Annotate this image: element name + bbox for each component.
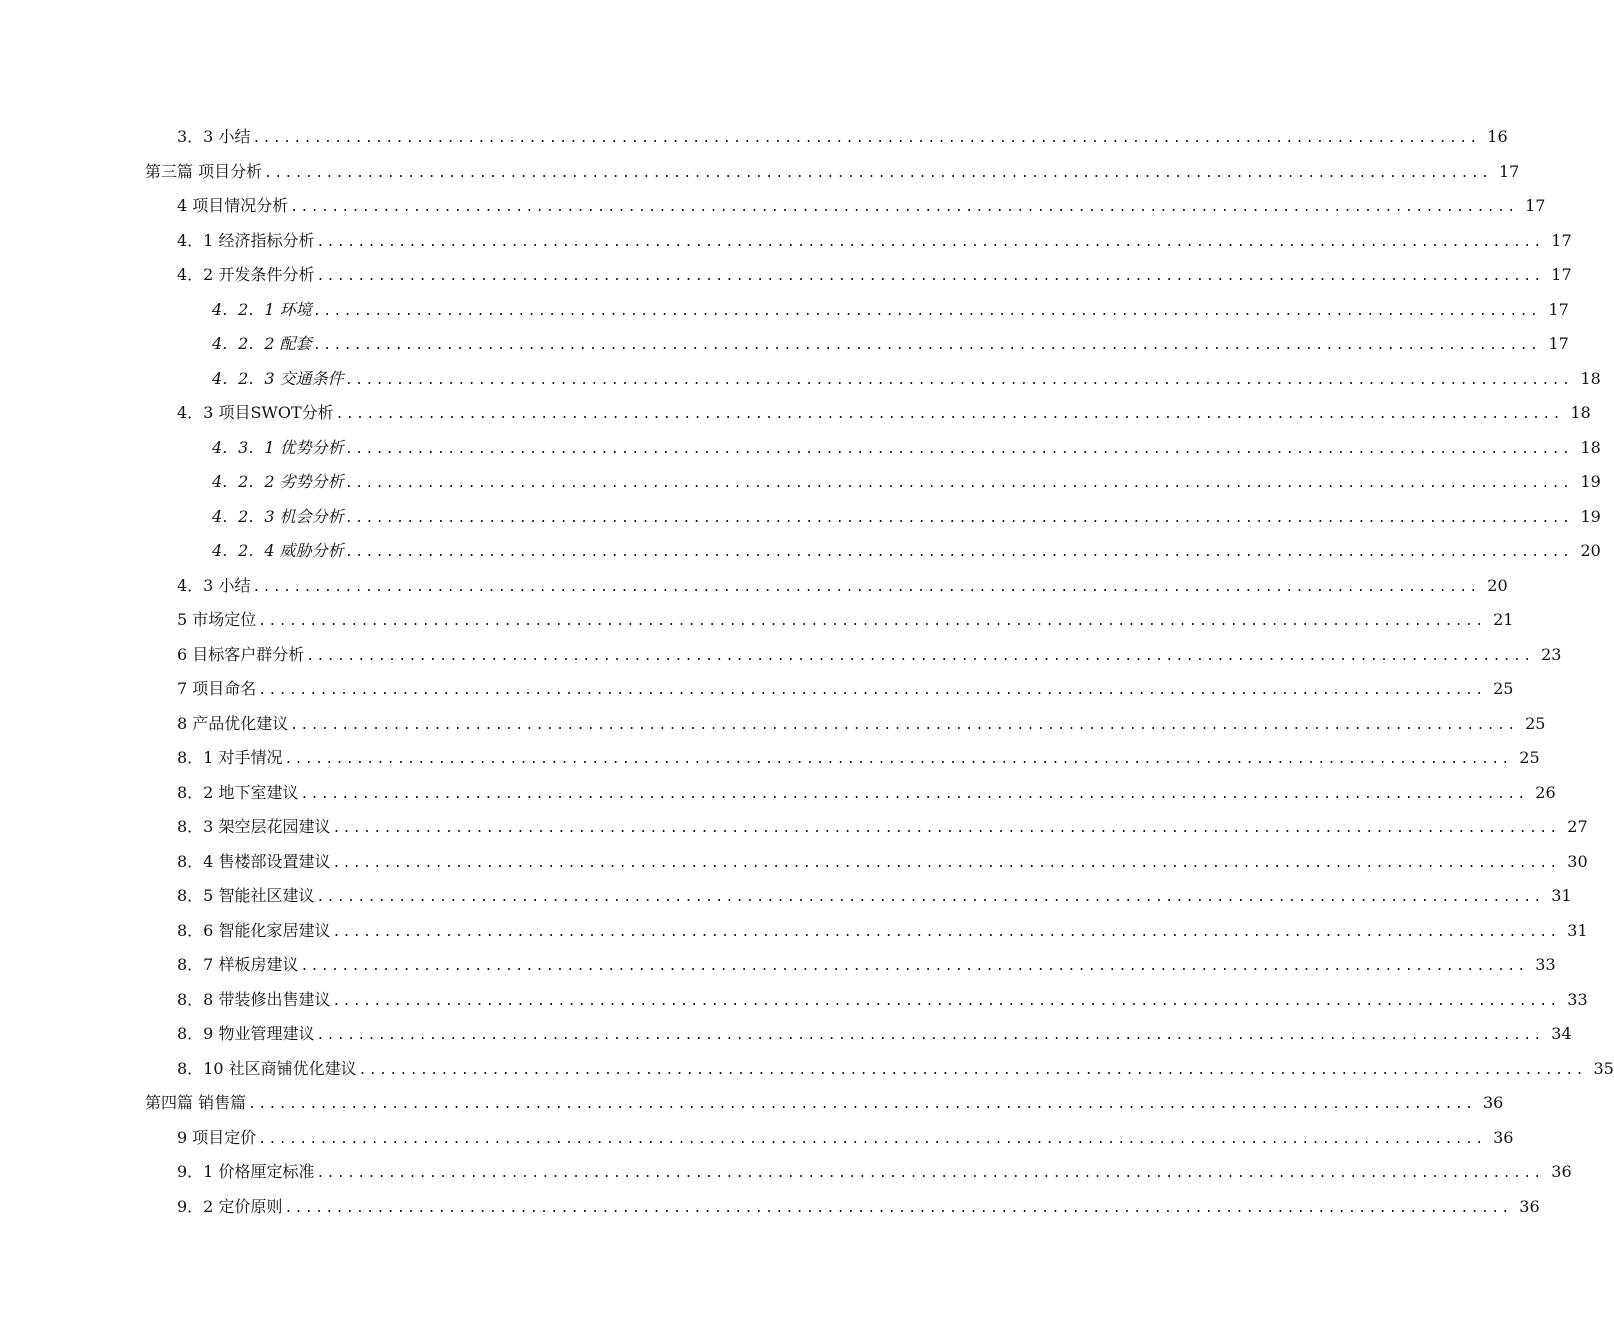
toc-page-number: 26 (1535, 782, 1556, 802)
toc-page-number: 36 (1493, 1127, 1514, 1147)
toc-entry-title: 8．1 对手情况 (177, 748, 283, 767)
toc-entry[interactable] (0, 1052, 1614, 1087)
toc-page-number: 20 (1580, 541, 1601, 560)
toc-leader-dots: ........................................................................................................................ (316, 1028, 1544, 1043)
toc-entry[interactable] (0, 500, 1601, 535)
toc-entry-title: 8．7 样板房建议 (177, 955, 299, 974)
toc-leader-dots: ........................................................................................................................ (332, 821, 1560, 836)
toc-leader-dots: ........................................................................................................................ (258, 683, 1486, 698)
toc-entry-title: 8．9 物业管理建议 (177, 1024, 315, 1043)
toc-page-number: 19 (1580, 506, 1601, 526)
toc-page-number: 33 (1535, 955, 1556, 974)
toc-leader-dots: ........................................................................................................................ (284, 752, 1512, 767)
toc-page-number: 25 (1525, 713, 1546, 733)
toc-page-number: 19 (1580, 472, 1601, 491)
toc-entry-title: 9 项目定价 (177, 1127, 257, 1147)
toc-entry[interactable] (0, 534, 1601, 569)
toc-page-number: 31 (1567, 920, 1588, 940)
toc-entry-title: 4．2．3 机会分析 (212, 506, 344, 526)
toc-page-number: 23 (1541, 644, 1562, 664)
toc-entry[interactable] (0, 741, 1540, 776)
toc-entry-title: 8．5 智能社区建议 (177, 886, 315, 905)
toc-page-number: 17 (1551, 265, 1572, 284)
toc-leader-dots: ........................................................................................................................ (252, 131, 1480, 146)
toc-entry[interactable] (0, 810, 1588, 845)
toc-entry[interactable] (0, 569, 1508, 604)
toc-entry[interactable] (0, 293, 1569, 328)
toc-entry[interactable] (0, 431, 1601, 466)
toc-entry[interactable] (0, 362, 1601, 397)
toc-entry-title: 8．2 地下室建议 (177, 782, 299, 802)
toc-leader-dots: ........................................................................................................................ (316, 269, 1544, 284)
toc-page-number: 25 (1493, 679, 1514, 698)
toc-leader-dots: ........................................................................................................................ (313, 338, 1541, 353)
toc-entry[interactable] (0, 948, 1556, 983)
toc-page-number: 34 (1551, 1024, 1572, 1043)
toc-leader-dots: ........................................................................................................................ (358, 1062, 1586, 1078)
toc-page-number: 18 (1580, 437, 1601, 457)
toc-entry[interactable] (0, 155, 1520, 190)
toc-entry[interactable] (0, 672, 1514, 707)
toc-leader-dots: ........................................................................................................................ (335, 407, 1563, 422)
toc-entry-title: 第四篇 销售篇 (145, 1093, 247, 1112)
toc-leader-dots: ........................................................................................................................ (306, 648, 1534, 664)
toc-entry-title: 8．3 架空层花园建议 (177, 817, 331, 836)
toc-entry-title: 9．2 定价原则 (177, 1196, 283, 1216)
toc-entry[interactable] (0, 224, 1572, 259)
toc-leader-dots: ........................................................................................................................ (332, 993, 1560, 1009)
toc-entry-title: 4．1 经济指标分析 (177, 230, 315, 250)
toc-page-number: 21 (1493, 610, 1514, 629)
toc-entry-title: 3．3 小结 (177, 127, 251, 146)
toc-leader-dots: ........................................................................................................................ (264, 165, 1492, 181)
toc-entry-title: 4．2．3 交通条件 (212, 368, 344, 388)
toc-leader-dots: ........................................................................................................................ (248, 1097, 1476, 1112)
toc-entry-title: 6 目标客户群分析 (177, 644, 305, 664)
toc-entry-title: 8．6 智能化家居建议 (177, 920, 331, 940)
toc-entry[interactable] (0, 914, 1588, 949)
toc-page-number: 17 (1548, 334, 1569, 353)
toc-leader-dots: ........................................................................................................................ (345, 372, 1573, 388)
toc-leader-dots: ........................................................................................................................ (290, 717, 1518, 733)
toc-leader-dots: ........................................................................................................................ (300, 786, 1528, 802)
toc-leader-dots: ........................................................................................................................ (345, 441, 1573, 457)
toc-entry-title: 4．3 小结 (177, 575, 251, 595)
toc-leader-dots: ........................................................................................................................ (316, 234, 1544, 250)
toc-entry-title: 4．3 项目SWOT分析 (177, 403, 334, 422)
toc-leader-dots: ........................................................................................................................ (252, 579, 1480, 595)
toc-entry-title: 8 产品优化建议 (177, 713, 289, 733)
toc-entry-title: 9．1 价格厘定标准 (177, 1162, 315, 1181)
toc-entry[interactable] (0, 1017, 1572, 1052)
toc-entry-title: 4．2 开发条件分析 (177, 265, 315, 284)
toc-entry[interactable] (0, 120, 1508, 155)
toc-leader-dots: ........................................................................................................................ (290, 200, 1518, 215)
toc-entry[interactable] (0, 603, 1514, 638)
toc-page-number: 17 (1551, 230, 1572, 250)
toc-entry-title: 4．2．2 劣势分析 (212, 472, 344, 491)
toc-entry-title: 4．3．1 优势分析 (212, 437, 344, 457)
toc-entry-title: 8．4 售楼部设置建议 (177, 851, 331, 871)
toc-entry-title: 5 市场定位 (177, 610, 257, 629)
toc-leader-dots: ........................................................................................................................ (332, 855, 1560, 871)
toc-leader-dots: ........................................................................................................................ (345, 510, 1573, 526)
toc-leader-dots: ........................................................................................................................ (313, 303, 1541, 319)
toc-entry-title: 第三篇 项目分析 (145, 161, 263, 181)
toc-entry-title: 4．2．1 环境 (212, 299, 312, 319)
toc-entry[interactable] (0, 638, 1562, 673)
toc-page-number: 18 (1580, 368, 1601, 388)
toc-page-number: 30 (1567, 851, 1588, 871)
toc-page-number: 17 (1498, 161, 1520, 181)
toc-entry[interactable] (0, 189, 1546, 224)
toc-entry[interactable] (0, 465, 1601, 500)
toc-entry-title: 8．8 带装修出售建议 (177, 989, 331, 1009)
toc-page-number: 20 (1487, 575, 1508, 595)
toc-page-number: 25 (1519, 748, 1540, 767)
toc-leader-dots: ........................................................................................................................ (345, 545, 1573, 560)
toc-entry[interactable] (0, 1190, 1540, 1225)
toc-page-number: 33 (1567, 989, 1588, 1009)
toc-entry[interactable] (0, 983, 1588, 1018)
toc-leader-dots: ........................................................................................................................ (258, 614, 1486, 629)
toc-entry[interactable] (0, 707, 1546, 742)
toc-entry[interactable] (0, 776, 1556, 811)
toc-entry[interactable] (0, 1155, 1572, 1190)
toc-entry[interactable] (0, 1086, 1504, 1121)
toc-leader-dots: ........................................................................................................................ (345, 476, 1573, 491)
toc-leader-dots: ........................................................................................................................ (332, 924, 1560, 940)
toc-entry[interactable] (0, 258, 1572, 293)
toc-entry-title: 8．10 社区商铺优化建议 (177, 1058, 357, 1078)
toc-entry[interactable] (0, 327, 1569, 362)
toc-entry-title: 4 项目情况分析 (177, 196, 289, 215)
toc-leader-dots: ........................................................................................................................ (316, 1166, 1544, 1181)
toc-page-number: 36 (1519, 1196, 1540, 1216)
toc-entry[interactable] (0, 879, 1572, 914)
toc-page-number: 36 (1551, 1162, 1572, 1181)
toc-leader-dots: ........................................................................................................................ (258, 1131, 1486, 1147)
toc-entry-title: 7 项目命名 (177, 679, 257, 698)
toc-entry-title: 4．2．2 配套 (212, 334, 312, 353)
toc-page-number: 31 (1551, 886, 1572, 905)
toc-page-number: 17 (1525, 196, 1546, 215)
toc-page-number: 17 (1548, 299, 1569, 319)
toc-leader-dots: ........................................................................................................................ (316, 890, 1544, 905)
toc-leader-dots: ........................................................................................................................ (284, 1200, 1512, 1216)
toc-entry[interactable] (0, 1121, 1514, 1156)
toc-page-number: 18 (1570, 403, 1591, 422)
toc-entry-title: 4．2．4 威胁分析 (212, 541, 344, 560)
toc-page-number: 35 (1593, 1058, 1614, 1078)
toc-page-number: 36 (1482, 1093, 1504, 1112)
toc-page-number: 27 (1567, 817, 1588, 836)
toc-entry[interactable] (0, 396, 1591, 431)
toc-leader-dots: ........................................................................................................................ (300, 959, 1528, 974)
toc-entry[interactable] (0, 845, 1588, 880)
table-of-contents (0, 120, 1614, 1224)
toc-page-number: 16 (1487, 127, 1508, 146)
